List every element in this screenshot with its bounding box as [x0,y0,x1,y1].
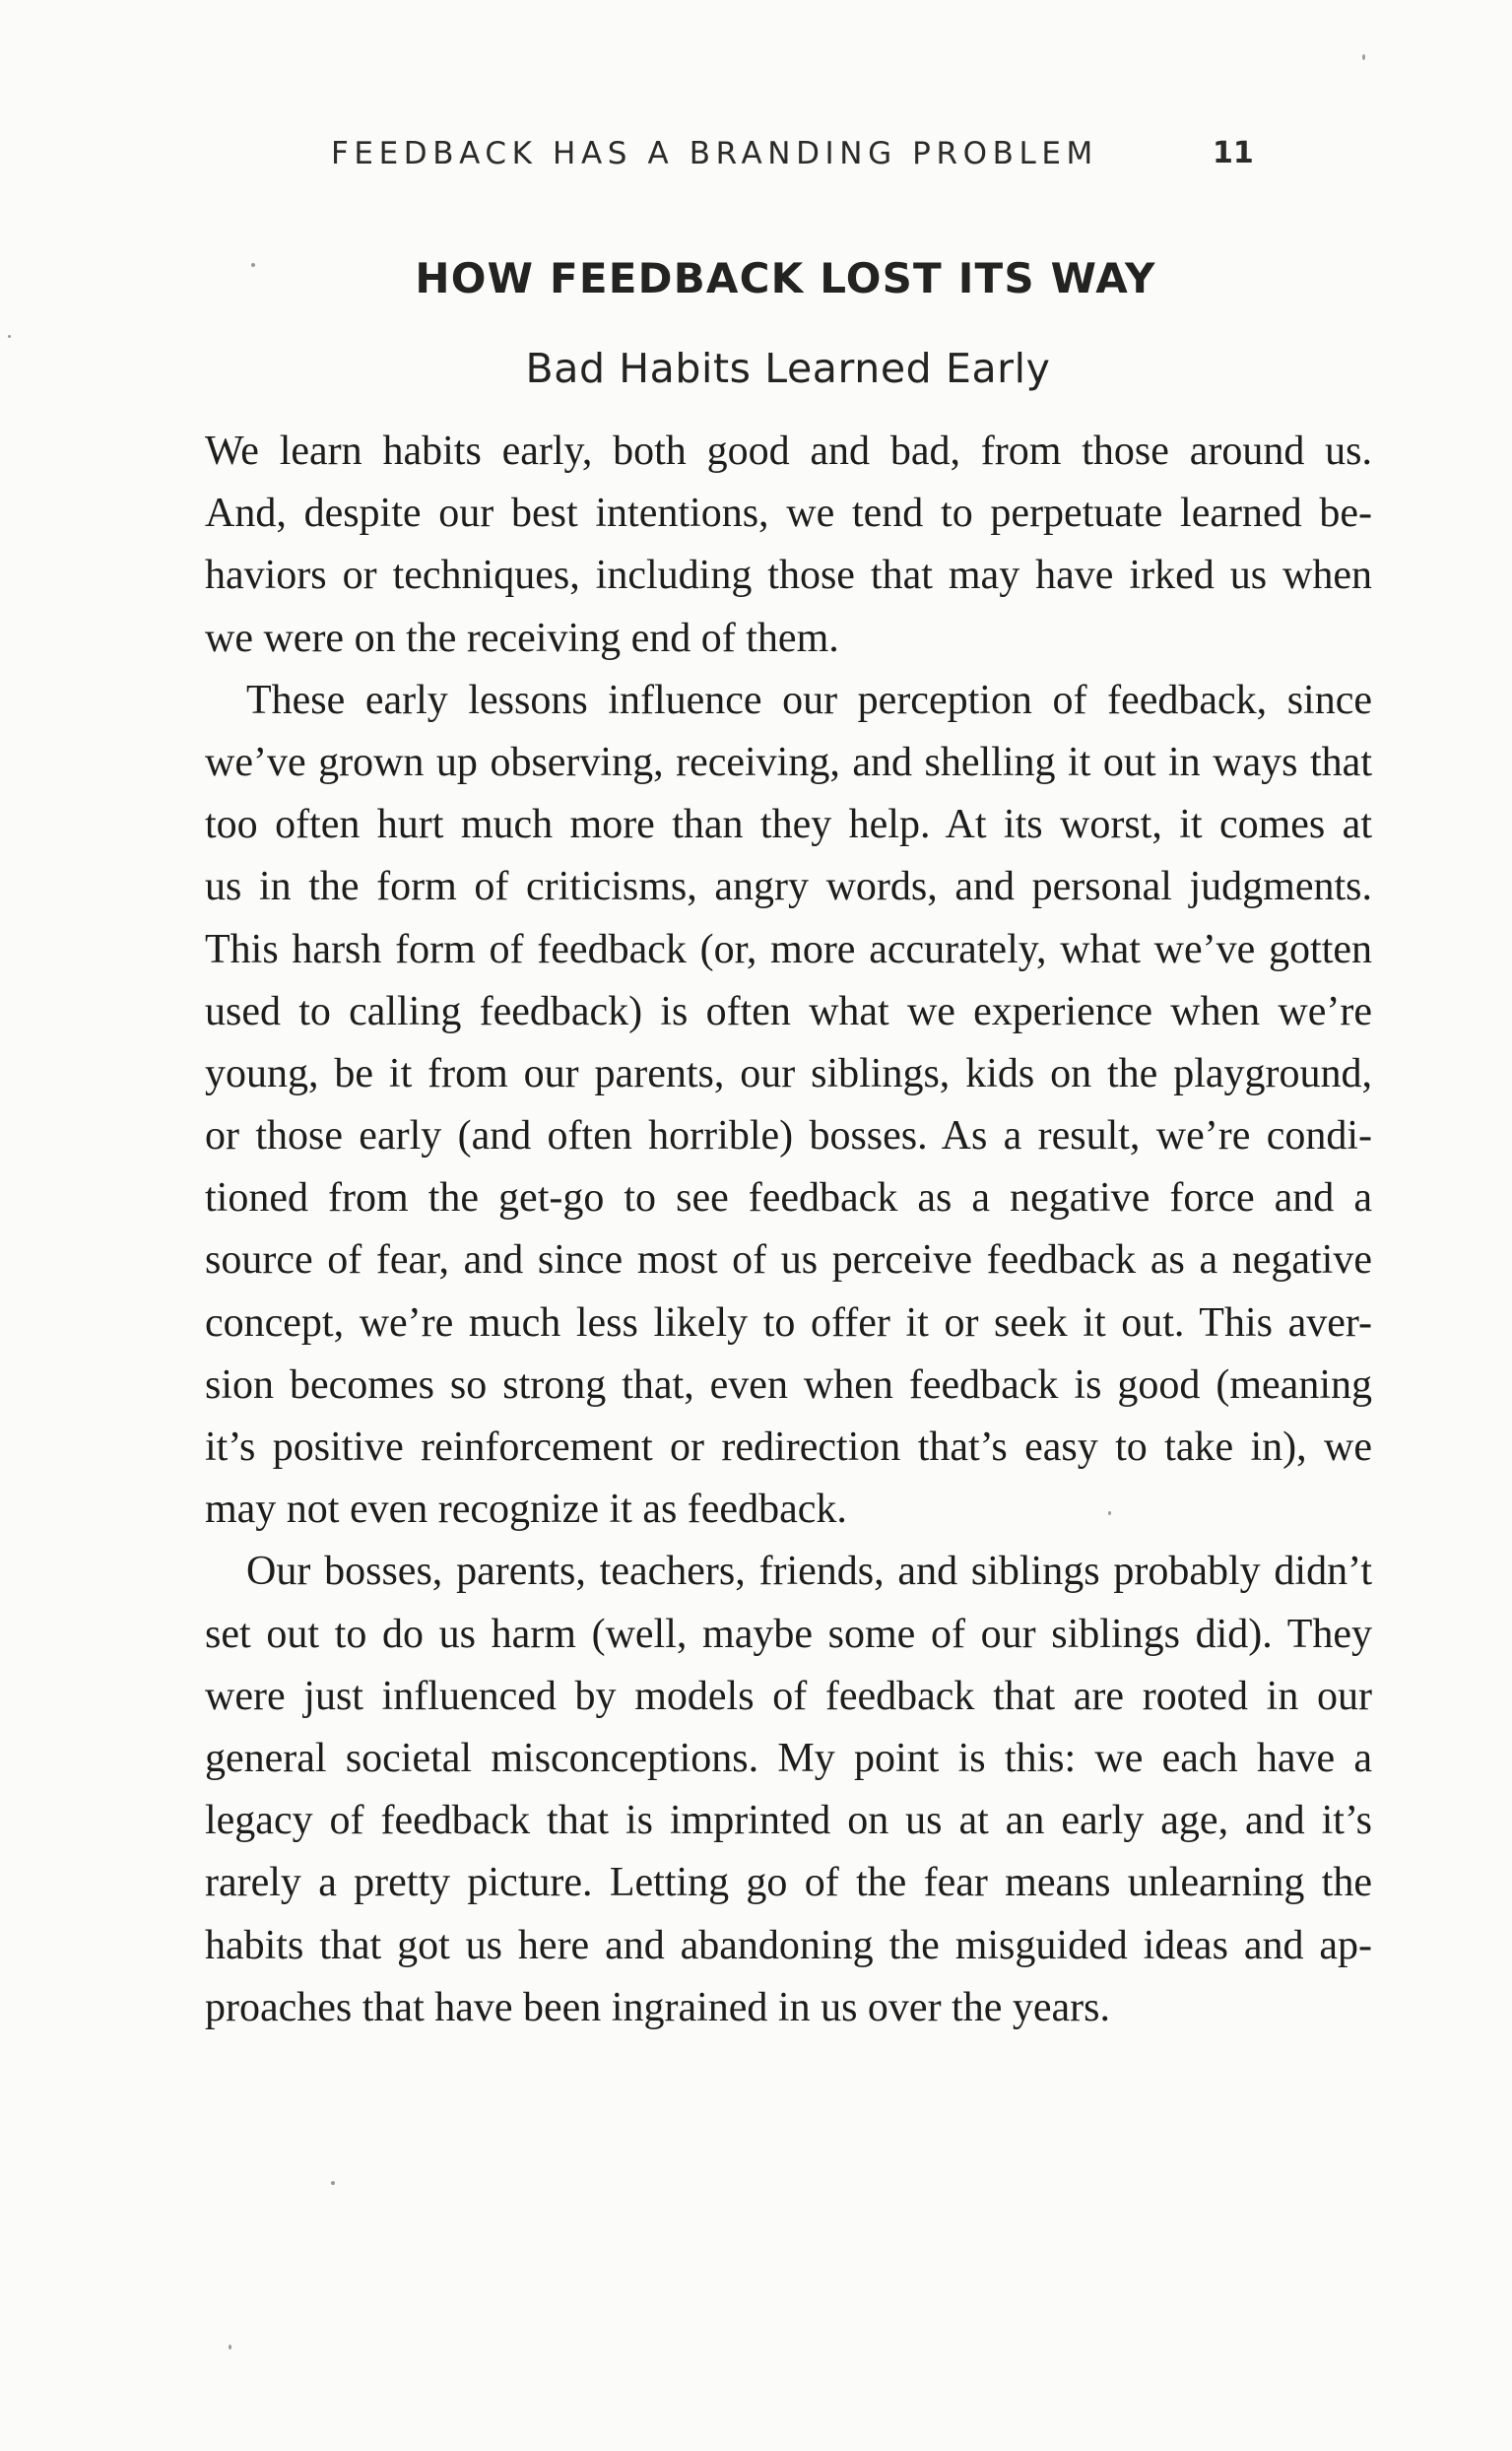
text-line: sion becomes so strong that, even when feedback is good (meaning [205,1361,1372,1408]
section-title: HOW FEEDBACK LOST ITS WAY [415,254,1156,302]
text-line: used to calling feedback) is often what we experience when we’re [205,988,1372,1034]
text-line: set out to do us harm (well, maybe some of our siblings did). They [205,1611,1372,1657]
text-line: may not even recognize it as feedback. [205,1487,847,1533]
scan-speck [1362,54,1365,60]
text-line: haviors or techniques, including those that may have irked us when [205,553,1372,599]
text-line: or those early (and often horrible) bosses. As a result, we’re condi- [205,1113,1372,1159]
text-line: These early lessons influence our perception of feedback, since [246,677,1372,723]
scan-speck [8,335,11,338]
text-line: general societal misconceptions. My point is this: we each have a [205,1735,1372,1781]
text-line: young, be it from our parents, our siblings, kids on the playground, [205,1050,1372,1096]
body-text [205,421,1372,2039]
text-line: legacy of feedback that is imprinted on us at an early age, and it’s [205,1798,1372,1844]
scan-speck [251,263,255,267]
text-line: rarely a pretty picture. Letting go of the fear means unlearning the [205,1860,1372,1906]
scan-speck [1108,1511,1111,1515]
text-line: source of fear, and since most of us perceive feedback as a negative [205,1237,1372,1284]
text-line: And, despite our best intentions, we tend to perpetuate learned be- [205,491,1372,537]
text-line: tioned from the get-go to see feedback as a negative force and a [205,1175,1372,1222]
text-line: This harsh form of feedback (or, more accurately, what we’ve gotten [205,926,1372,972]
text-line: were just influenced by models of feedback that are rooted in our [205,1673,1372,1719]
text-line: we were on the receiving end of them. [205,615,839,661]
text-line: habits that got us here and abandoning the misguided ideas and ap- [205,1922,1372,1968]
text-line: proaches that have been ingrained in us over the years. [205,1984,1110,2030]
text-line: Our bosses, parents, teachers, friends, and siblings probably didn’t [246,1549,1372,1595]
scan-speck [229,2345,231,2350]
running-head [331,136,1254,179]
scan-speck [331,2181,335,2185]
text-line: concept, we’re much less likely to offer it or seek it out. This aver- [205,1299,1372,1346]
text-line: it’s positive reinforcement or redirection that’s easy to take in), we [205,1424,1372,1470]
page-number: 11 [1213,136,1254,170]
running-head-title: FEEDBACK HAS A BRANDING PROBLEM [331,136,1098,171]
text-line: us in the form of criticisms, angry words, and personal judgments. [205,864,1372,910]
subsection-title: Bad Habits Learned Early [525,345,1051,392]
text-line: we’ve grown up observing, receiving, and shelling it out in ways that [205,739,1372,785]
text-line: too often hurt much more than they help. At its worst, it comes at [205,802,1372,848]
text-line: We learn habits early, both good and bad, from those around us. [205,429,1372,474]
